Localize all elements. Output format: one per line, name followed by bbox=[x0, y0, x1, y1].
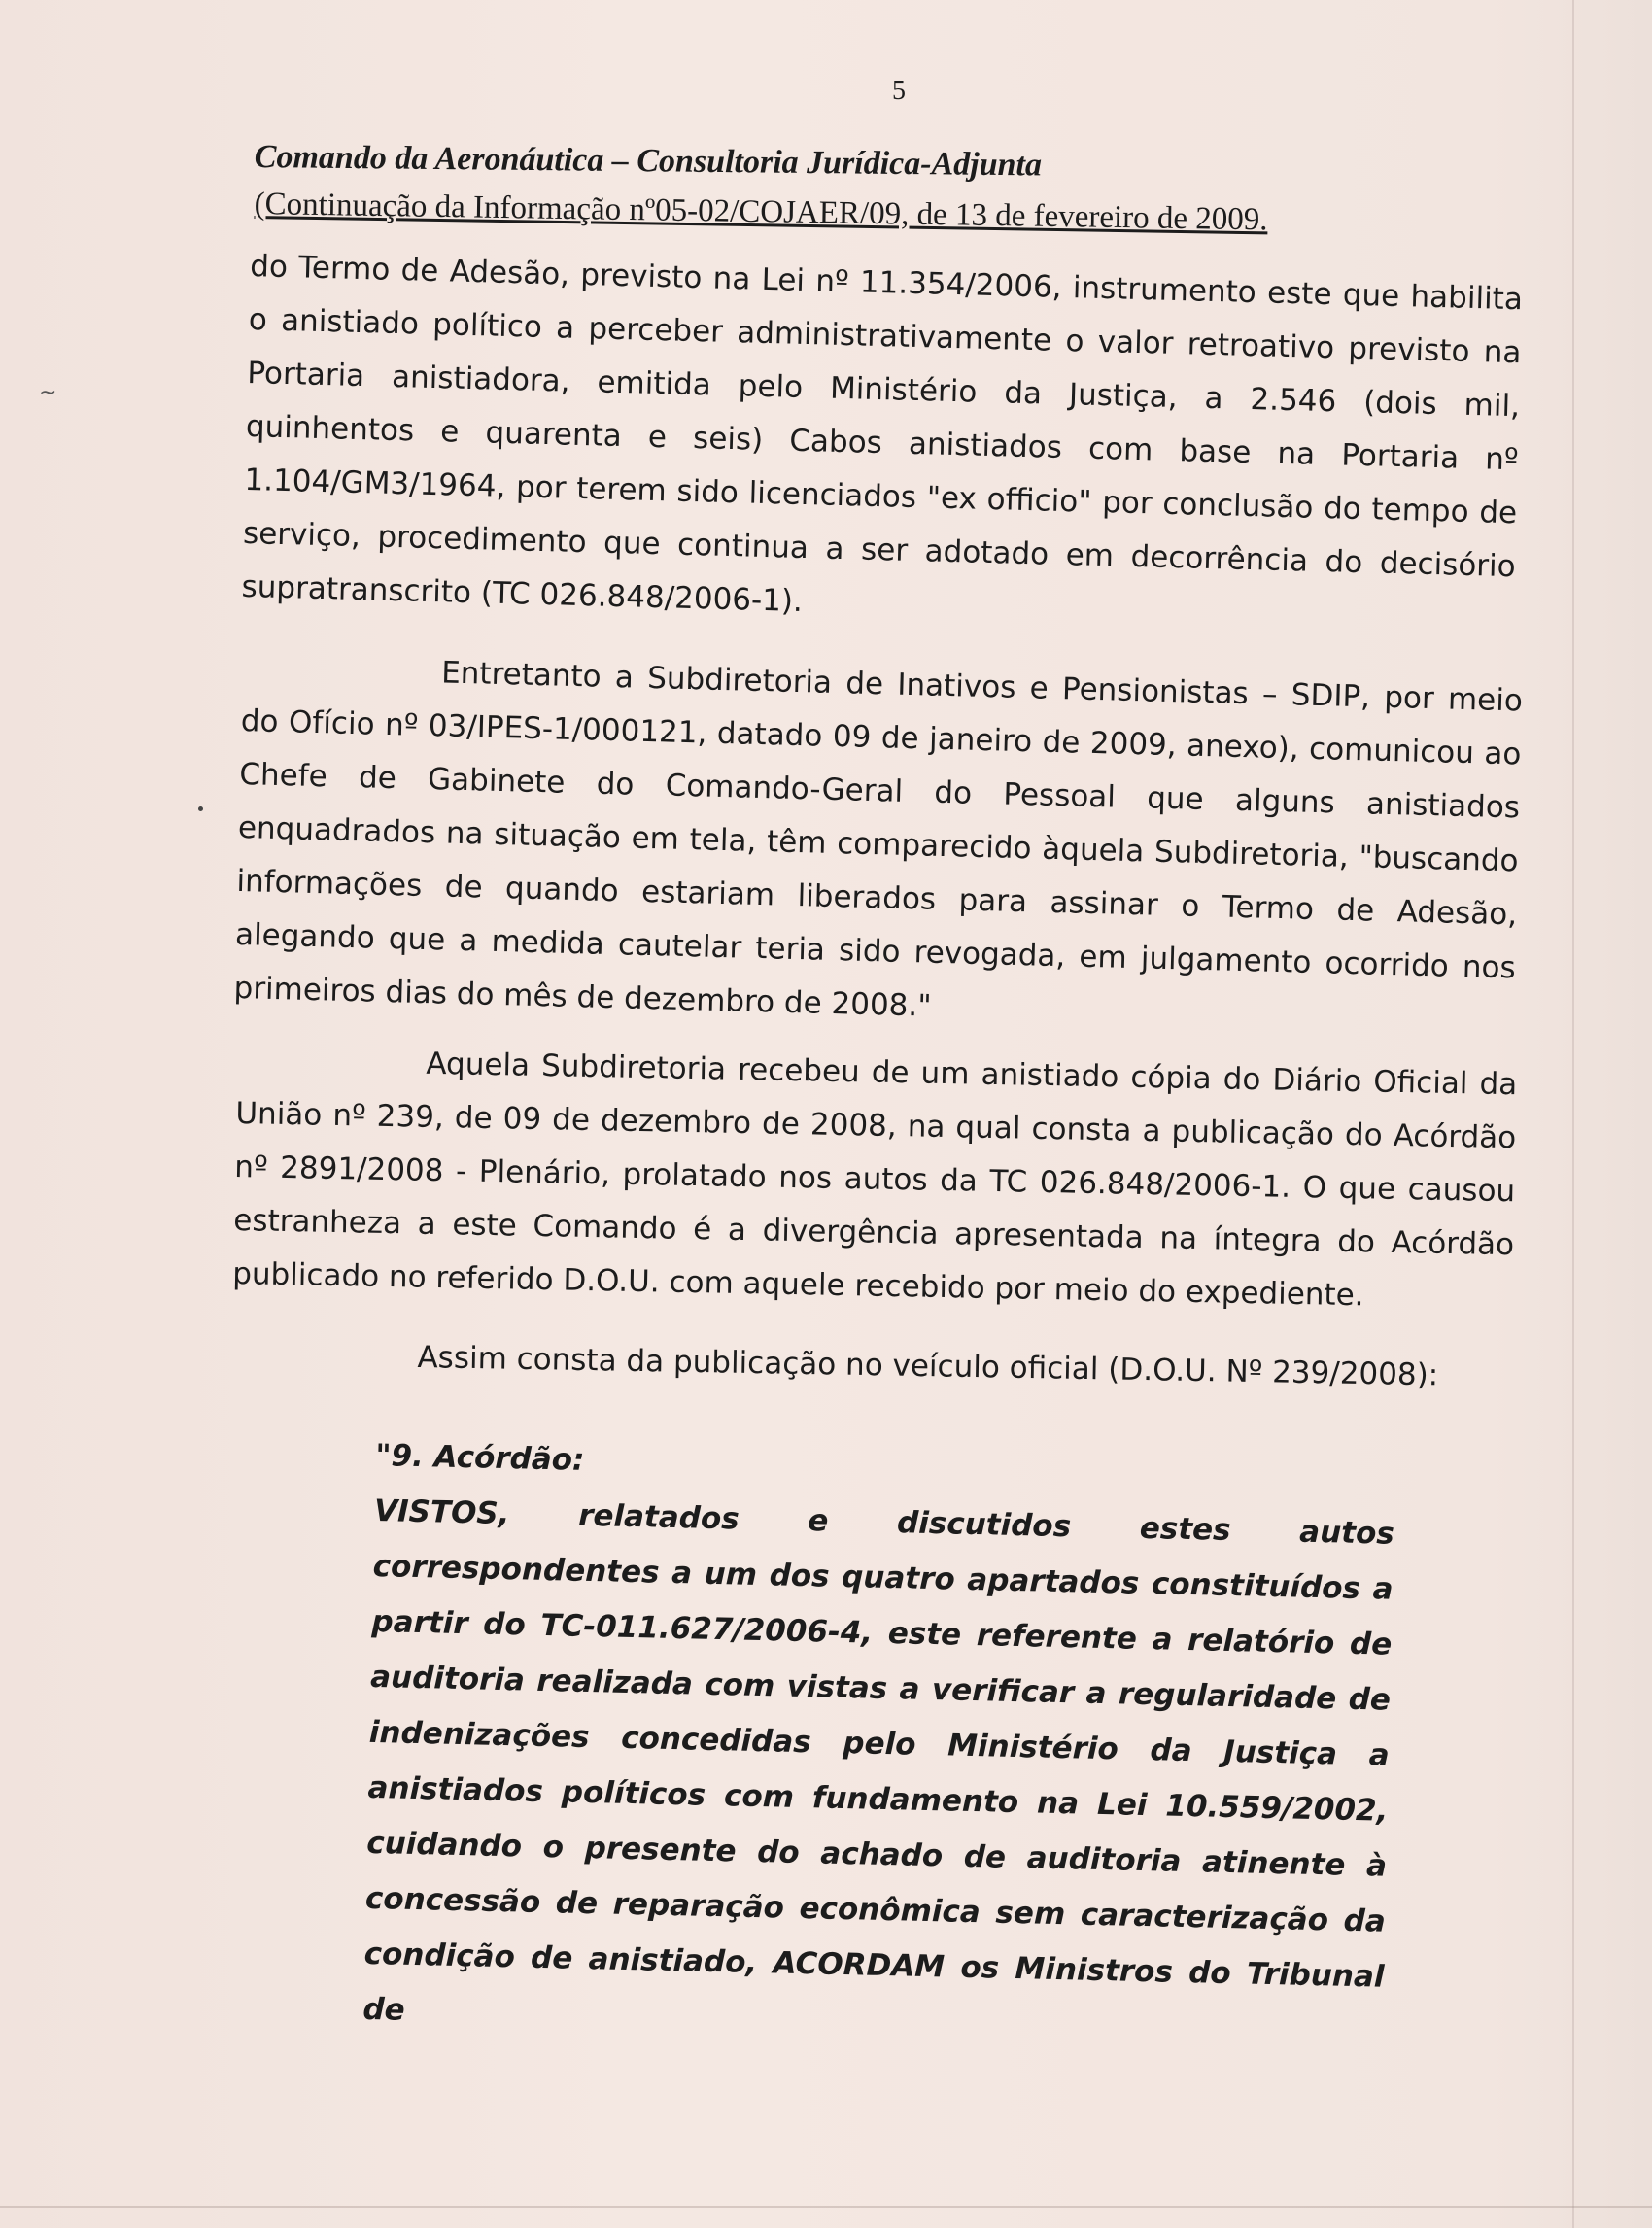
page-edge-bottom bbox=[0, 2206, 1652, 2208]
paragraph-4 bbox=[417, 1331, 1526, 1404]
paragraph-3-text: Aquela Subdiretoria recebeu de um anistiado cópia do Diário Oficial da União nº 239, de 09 de dezembro de 2008, na qual consta a publicação do Acórdão nº 2891/2008 - Plenário, prolatado nos autos da TC 026.848/2006-1. O que causou estranheza a este Comando é a divergência apresentada na íntegra do Acórdão publicado no referido D.O.U. com aquele recebido por meio do expediente. bbox=[231, 1045, 1518, 1314]
paragraph-2-text: Entretanto a Subdiretoria de Inativos e Pensionistas – SDIP, por meio do Ofício nº 03/IPES-1/000121, datado 09 de janeiro de 2009, anexo), comunicou ao Chefe de Gabinete do Comando-Geral do Pessoal que alguns anistiados enquadrados na situação em tela, têm comparecido àquela Subdiretoria, "buscando informações de quando estariam liberados para assinar o Termo de Adesão, alegando que a medida cautelar teria sido revogada, em julgamento ocorrido nos primeiros dias do mês de dezembro de 2008." bbox=[233, 655, 1524, 1024]
margin-mark: ~ bbox=[39, 381, 57, 405]
paragraph-1-text: do Termo de Adesão, previsto na Lei nº 11.354/2006, instrumento este que habilita o anistiado político a perceber administrativamente o valor retroativo previsto na Portaria anistiadora, emitida pelo Ministério da Justiça, a 2.546 (dois mil, quinhentos e quarenta e seis) Cabos anistiados com base na Portaria nº 1.104/GM3/1964, por terem sido licenciados "ex officio" por conclusão do tempo de serviço, procedimento que continua a ser adotado em decorrência do decisório supratranscrito (TC 026.848/2006-1). bbox=[241, 248, 1524, 619]
quote-text: VISTOS, relatados e discutidos estes autos correspondentes a um dos quatro apartados constituídos a partir do TC-011.627/2006-4, este referente a relatório de auditoria realizada com vistas a verificar a regularidade de indenizações concedidas pelo Ministério da Justiça a anistiados políticos com fundamento na Lei 10.559/2002, cuidando o presente do achado de auditoria atinente à concessão de reparação econômica sem caracterização da condição de anistiado, ACORDAM os Ministros do Tribunal de bbox=[362, 1492, 1395, 2028]
margin-dot bbox=[198, 806, 203, 811]
quote-heading: "9. Acórdão: bbox=[374, 1437, 585, 1478]
document-header-title: Comando da Aeronáutica – Consultoria Jurídica-Adjunta bbox=[254, 138, 1043, 184]
quoted-acordao bbox=[362, 1428, 1396, 2061]
paragraph-3 bbox=[232, 1034, 1518, 1325]
paragraph-2 bbox=[233, 641, 1524, 1048]
page-number: 5 bbox=[892, 76, 906, 106]
page-edge-right bbox=[1572, 0, 1574, 2228]
paragraph-1 bbox=[241, 240, 1524, 647]
paragraph-4-text: Assim consta da publicação no veículo oficial (D.O.U. Nº 239/2008): bbox=[417, 1339, 1439, 1393]
document-header-continuation: (Continuação da Informação nº05-02/COJAER/09, de 13 de fevereiro de 2009. bbox=[254, 186, 1268, 238]
